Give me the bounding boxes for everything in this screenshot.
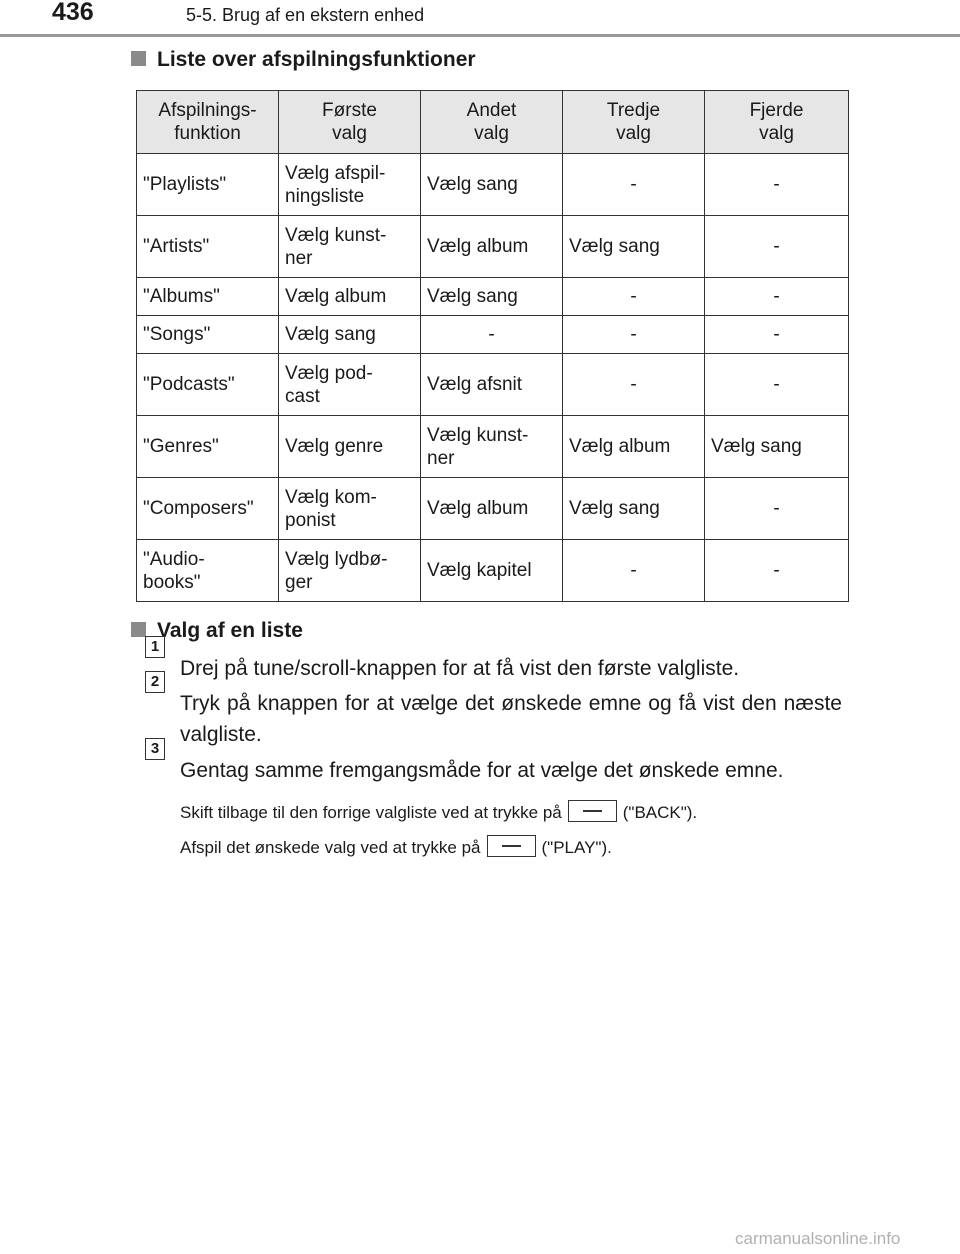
note-text: Skift tilbage til den forrige valgliste ved at trykke på bbox=[180, 803, 562, 822]
note-text: ("PLAY"). bbox=[541, 838, 612, 857]
playback-functions-table bbox=[136, 90, 849, 602]
table-cell: - bbox=[563, 154, 705, 216]
table-cell: - bbox=[563, 316, 705, 354]
note-text: Afspil det ønskede valg ved at trykke på bbox=[180, 838, 481, 857]
table-cell: Vælg kunst- ner bbox=[421, 416, 563, 478]
square-bullet-icon bbox=[131, 622, 146, 637]
square-bullet-icon bbox=[131, 51, 146, 66]
table-row bbox=[137, 416, 849, 478]
table-cell: Vælg sang bbox=[705, 416, 849, 478]
table-cell: "Podcasts" bbox=[137, 354, 279, 416]
table-row bbox=[137, 478, 849, 540]
step-number-badge: 1 bbox=[145, 636, 165, 658]
table-row bbox=[137, 354, 849, 416]
table-cell: - bbox=[563, 540, 705, 602]
table-cell: - bbox=[705, 154, 849, 216]
step-number-badge: 3 bbox=[145, 738, 165, 760]
header-divider bbox=[0, 34, 960, 37]
table-cell: "Artists" bbox=[137, 216, 279, 278]
table-row bbox=[137, 540, 849, 602]
table-cell: Vælg album bbox=[279, 278, 421, 316]
column-header-playback-function: Afspilnings- funktion bbox=[137, 91, 279, 154]
table-cell: Vælg kunst- ner bbox=[279, 216, 421, 278]
table-cell: Vælg kom- ponist bbox=[279, 478, 421, 540]
table-cell: Vælg album bbox=[421, 216, 563, 278]
table-cell: "Composers" bbox=[137, 478, 279, 540]
step-text: Drej på tune/scroll-knappen for at få vist den første valgliste. bbox=[180, 657, 740, 680]
table-cell: Vælg afsnit bbox=[421, 354, 563, 416]
column-header-first-choice: Første valg bbox=[279, 91, 421, 154]
step-text: Tryk på knappen for at vælge det ønskede emne og få vist den næste valgliste. bbox=[180, 692, 842, 746]
table-cell: Vælg sang bbox=[563, 216, 705, 278]
table-cell: - bbox=[705, 478, 849, 540]
table-cell: - bbox=[705, 216, 849, 278]
table-row bbox=[137, 278, 849, 316]
table-cell: Vælg sang bbox=[421, 278, 563, 316]
table-row bbox=[137, 316, 849, 354]
page-number: 436 bbox=[52, 0, 94, 26]
chapter-title: 5-5. Brug af en ekstern enhed bbox=[186, 5, 425, 25]
step-text: Gentag samme fremgangsmåde for at vælge det ønskede emne. bbox=[180, 759, 784, 782]
note-text: ("BACK"). bbox=[622, 803, 698, 822]
watermark: carmanualsonline.info bbox=[735, 1229, 901, 1248]
page-header bbox=[0, 0, 960, 40]
note-play bbox=[180, 835, 612, 859]
table-cell: "Playlists" bbox=[137, 154, 279, 216]
note-back bbox=[180, 800, 697, 824]
table-cell: - bbox=[563, 278, 705, 316]
table-cell: Vælg pod- cast bbox=[279, 354, 421, 416]
back-button-icon bbox=[568, 800, 617, 822]
section-heading-playback-functions bbox=[131, 48, 476, 72]
table-cell: - bbox=[705, 540, 849, 602]
table-cell: Vælg sang bbox=[279, 316, 421, 354]
table-cell: Vælg genre bbox=[279, 416, 421, 478]
table-cell: "Genres" bbox=[137, 416, 279, 478]
table-cell: "Songs" bbox=[137, 316, 279, 354]
table-header-row bbox=[137, 91, 849, 154]
step-number-badge: 2 bbox=[145, 671, 165, 693]
column-header-second-choice: Andet valg bbox=[421, 91, 563, 154]
play-button-icon bbox=[487, 835, 536, 857]
section-heading-text: Liste over afspilningsfunktioner bbox=[157, 48, 476, 71]
column-header-fourth-choice: Fjerde valg bbox=[705, 91, 849, 154]
table-row bbox=[137, 216, 849, 278]
table-cell: - bbox=[705, 278, 849, 316]
column-header-third-choice: Tredje valg bbox=[563, 91, 705, 154]
table-cell: Vælg sang bbox=[421, 154, 563, 216]
table-cell: - bbox=[705, 354, 849, 416]
table-cell: "Audio- books" bbox=[137, 540, 279, 602]
table-cell: Vælg kapitel bbox=[421, 540, 563, 602]
table-cell: - bbox=[705, 316, 849, 354]
section-heading-text: Valg af en liste bbox=[157, 619, 303, 642]
table-cell: - bbox=[421, 316, 563, 354]
table-cell: - bbox=[563, 354, 705, 416]
table-cell: Vælg lydbø- ger bbox=[279, 540, 421, 602]
table-cell: Vælg sang bbox=[563, 478, 705, 540]
table-cell: Vælg album bbox=[563, 416, 705, 478]
table-cell: Vælg album bbox=[421, 478, 563, 540]
table-cell: "Albums" bbox=[137, 278, 279, 316]
table-cell: Vælg afspil- ningsliste bbox=[279, 154, 421, 216]
table-row bbox=[137, 154, 849, 216]
